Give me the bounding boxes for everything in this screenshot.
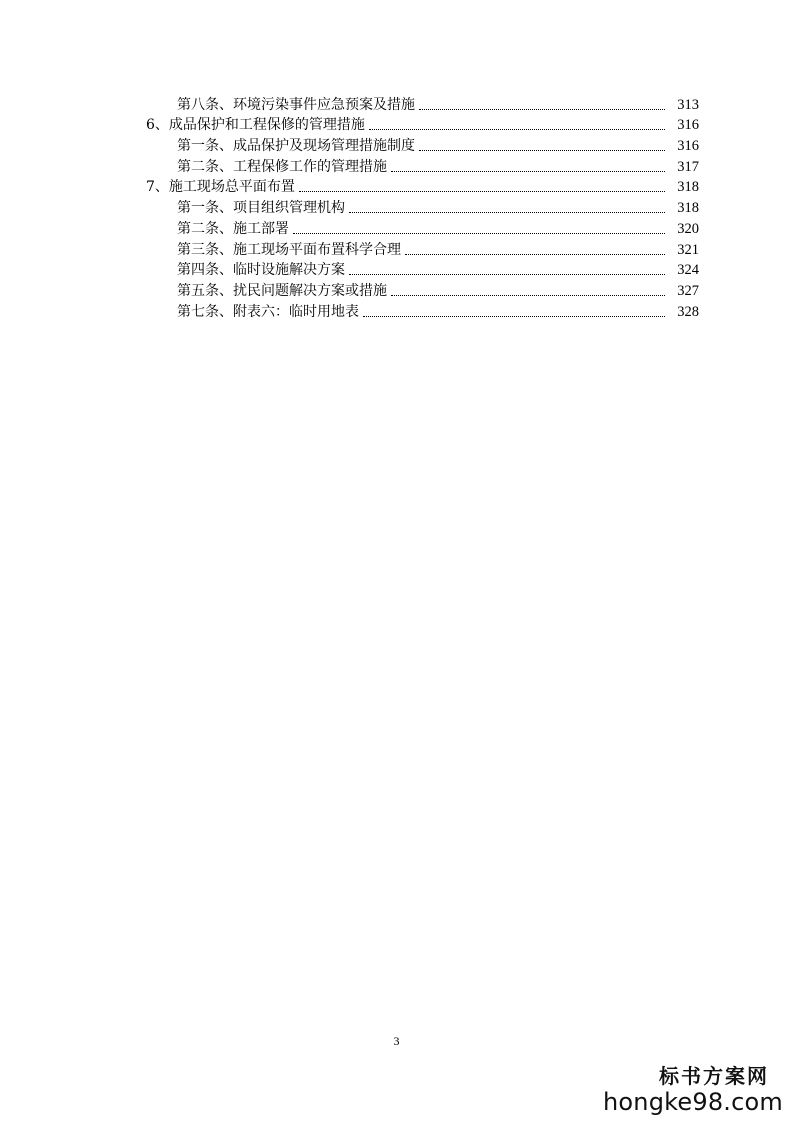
toc-entry-page: 320	[677, 220, 699, 237]
toc-entry[interactable]	[0, 197, 793, 218]
toc-entry-page: 318	[677, 179, 699, 196]
toc-entry[interactable]	[0, 239, 793, 260]
toc-entry-page: 328	[677, 303, 699, 320]
toc-dot-leader	[419, 150, 665, 151]
toc-entry[interactable]	[0, 280, 793, 301]
toc-entry[interactable]	[0, 135, 793, 156]
page-number: 3	[393, 1034, 400, 1048]
table-of-contents	[0, 94, 793, 322]
toc-dot-leader	[405, 254, 665, 255]
toc-entry[interactable]	[0, 156, 793, 177]
toc-entry-title: 第二条、工程保修工作的管理措施	[177, 158, 387, 175]
toc-entry-title: 7、施工现场总平面布置	[146, 179, 295, 196]
toc-entry-title: 6、成品保护和工程保修的管理措施	[146, 117, 365, 134]
toc-entry[interactable]	[0, 301, 793, 322]
watermark-site-name: 标书方案网	[659, 1064, 769, 1088]
toc-entry-title: 第一条、项目组织管理机构	[177, 200, 345, 217]
toc-entry-page: 318	[677, 200, 699, 217]
toc-entry-page: 316	[677, 117, 699, 134]
toc-dot-leader	[419, 109, 665, 110]
toc-entry-page: 321	[677, 241, 699, 258]
toc-entry-title: 第二条、施工部署	[177, 220, 289, 237]
toc-dot-leader	[349, 212, 665, 213]
toc-entry-page: 324	[677, 262, 699, 279]
toc-entry[interactable]	[0, 218, 793, 239]
toc-dot-leader	[349, 274, 665, 275]
toc-dot-leader	[369, 129, 665, 130]
toc-entry-title: 第七条、附表六：临时用地表	[177, 303, 359, 320]
toc-dot-leader	[363, 316, 665, 317]
toc-entry-title: 第一条、成品保护及现场管理措施制度	[177, 138, 415, 155]
toc-entry[interactable]	[0, 177, 793, 198]
toc-entry-title: 第八条、环境污染事件应急预案及措施	[177, 96, 415, 113]
toc-dot-leader	[293, 233, 665, 234]
toc-entry[interactable]	[0, 260, 793, 281]
toc-entry-page: 316	[677, 138, 699, 155]
toc-entry-page: 313	[677, 96, 699, 113]
toc-entry-page: 327	[677, 282, 699, 299]
toc-dot-leader	[391, 295, 665, 296]
toc-entry[interactable]	[0, 115, 793, 136]
watermark-domain: hongke98.com	[603, 1088, 783, 1116]
toc-dot-leader	[299, 191, 665, 192]
toc-entry-title: 第四条、临时设施解决方案	[177, 262, 345, 279]
toc-entry-title: 第三条、施工现场平面布置科学合理	[177, 241, 401, 258]
toc-entry-title: 第五条、扰民问题解决方案或措施	[177, 282, 387, 299]
toc-entry[interactable]	[0, 94, 793, 115]
watermark-logo	[603, 1064, 783, 1116]
toc-dot-leader	[391, 171, 665, 172]
toc-entry-page: 317	[677, 158, 699, 175]
